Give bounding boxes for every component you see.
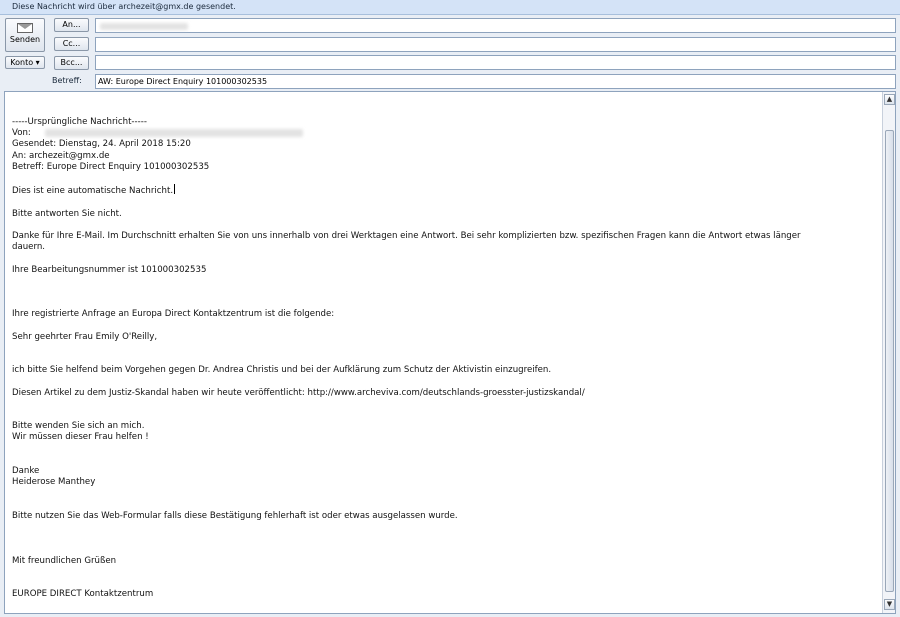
- message-line: Ihre registrierte Anfrage an Europa Direct Kontaktzentrum ist die folgende:: [12, 309, 335, 320]
- message-line: -----Ursprüngliche Nachricht-----: [12, 117, 147, 127]
- message-line: EUROPE DIRECT Kontaktzentrum: [12, 589, 154, 600]
- message-line: [12, 455, 878, 466]
- message-line: [12, 488, 878, 499]
- message-line: [12, 399, 878, 410]
- scroll-down-icon[interactable]: ▼: [884, 599, 895, 610]
- to-button-label: An...: [62, 20, 81, 29]
- account-button[interactable]: [5, 56, 45, 69]
- message-line: [12, 533, 878, 544]
- scroll-up-icon[interactable]: ▲: [884, 94, 895, 105]
- message-body[interactable]: [4, 91, 896, 614]
- message-line: Betreff: Europe Direct Enquiry 101000302535: [12, 161, 210, 172]
- message-line: Diesen Artikel zu dem Justiz-Skandal haben wir heute veröffentlicht: http://www.archeviva.com/deutschlands-groesster-justizskandal/: [12, 387, 585, 398]
- bcc-button[interactable]: [54, 56, 89, 70]
- cc-button[interactable]: [54, 37, 89, 51]
- to-field[interactable]: [95, 18, 896, 33]
- message-line: ich bitte Sie helfend beim Vorgehen gegen Dr. Andrea Christis und bei der Aufklärung zum Schutz der Aktivistin einzugreifen.: [12, 365, 552, 376]
- message-text: [12, 117, 878, 600]
- message-line: [12, 173, 878, 184]
- message-line: [12, 522, 878, 533]
- info-bar-text: Diese Nachricht wird über archezeit@gmx.de gesendet.: [12, 2, 236, 11]
- redacted-sender: [45, 129, 303, 137]
- message-line: Gesendet: Dienstag, 24. April 2018 15:20: [12, 139, 191, 150]
- message-line: [12, 253, 878, 264]
- message-line: Ihre Bearbeitungsnummer ist 101000302535: [12, 264, 207, 275]
- redacted-recipient: [100, 23, 188, 30]
- message-line: [12, 410, 878, 421]
- message-line: Danke für Ihre E-Mail. Im Durchschnitt erhalten Sie von uns innerhalb von drei Werktagen eine Antwort. Bei sehr komplizierten bzw. spezifischen Fragen kann die Antwort etwas länger: [12, 230, 801, 241]
- message-line: [12, 343, 878, 354]
- message-line: [12, 578, 878, 589]
- message-line: [12, 197, 878, 208]
- message-line: Bitte wenden Sie sich an mich.: [12, 421, 145, 432]
- subject-label: Betreff:: [52, 76, 82, 85]
- message-line: [12, 287, 878, 298]
- message-line: [12, 354, 878, 365]
- message-line: Bitte nutzen Sie das Web-Formular falls diese Bestätigung fehlerhaft ist oder etwas ausgelassen wurde.: [12, 510, 458, 521]
- message-line: [12, 377, 878, 388]
- message-line: Bitte antworten Sie nicht.: [12, 208, 122, 219]
- envelope-icon: [17, 23, 33, 33]
- message-line-text: Dies ist eine automatische Nachricht.: [12, 186, 174, 197]
- scrollbar-thumb[interactable]: [885, 130, 894, 592]
- account-button-label: Konto ▾: [10, 58, 40, 67]
- subject-field[interactable]: [95, 74, 896, 89]
- message-line: dauern.: [12, 242, 46, 253]
- message-line: An: archezeit@gmx.de: [12, 150, 110, 161]
- message-line: Mit freundlichen Grüßen: [12, 555, 117, 566]
- message-line: [12, 544, 878, 555]
- bcc-button-label: Bcc...: [60, 58, 83, 67]
- message-line: [12, 184, 878, 197]
- message-line: [12, 220, 878, 231]
- message-line: Von:: [12, 128, 31, 139]
- vertical-scrollbar[interactable]: [882, 92, 895, 613]
- text-cursor: [174, 184, 175, 194]
- message-line: [12, 321, 878, 332]
- to-button[interactable]: [54, 18, 89, 32]
- message-line: [12, 500, 878, 511]
- send-button[interactable]: [5, 18, 45, 52]
- message-line: [12, 444, 878, 455]
- message-line: Heiderose Manthey: [12, 477, 96, 488]
- message-line: [12, 276, 878, 287]
- message-line: Danke: [12, 466, 40, 477]
- message-line: [12, 567, 878, 578]
- info-bar: [0, 0, 900, 15]
- cc-field[interactable]: [95, 37, 896, 52]
- subject-field-value: AW: Europe Direct Enquiry 101000302535: [98, 77, 268, 86]
- message-line: Wir müssen dieser Frau helfen !: [12, 432, 149, 443]
- send-button-label: Senden: [9, 35, 41, 44]
- message-line: Sehr geehrter Frau Emily O'Reilly,: [12, 331, 158, 342]
- bcc-field[interactable]: [95, 55, 896, 70]
- message-line: [12, 298, 878, 309]
- cc-button-label: Cc...: [62, 39, 81, 48]
